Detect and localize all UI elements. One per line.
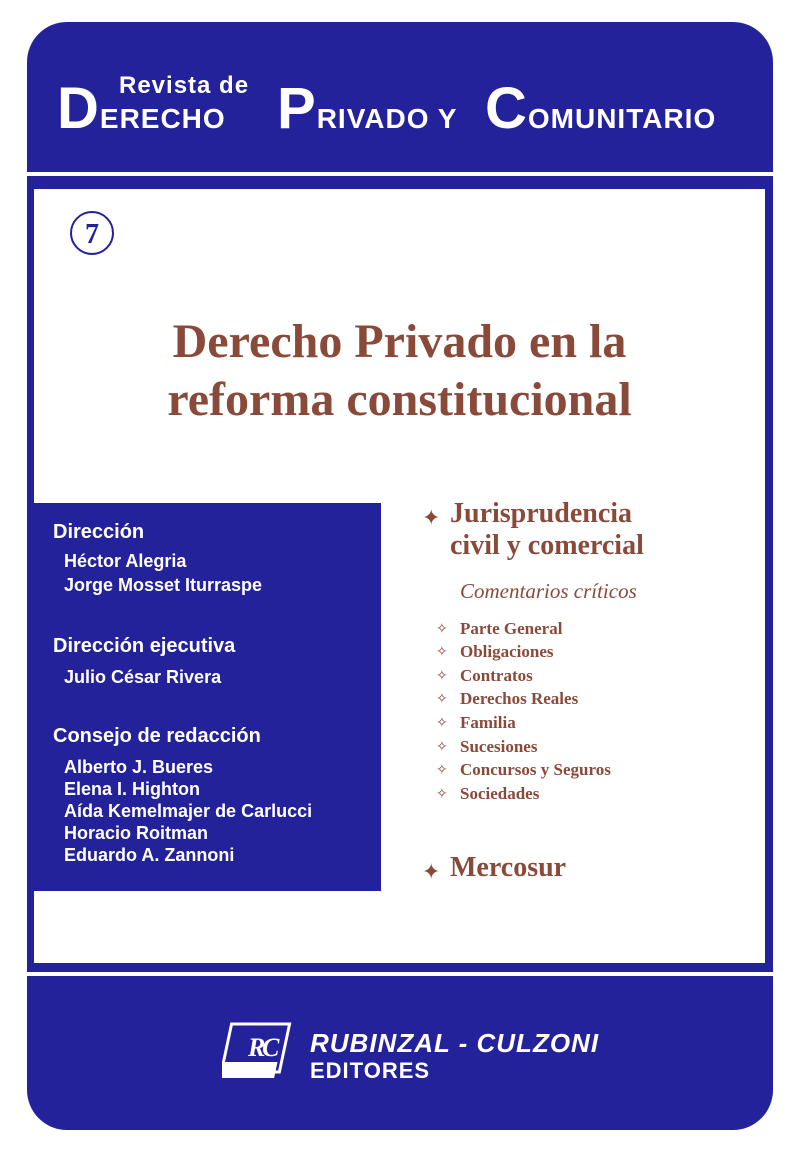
credit-name: Alberto J. Bueres [64, 757, 214, 777]
section1-title-line2: civil y comercial [450, 530, 644, 561]
diamond-bullet-icon: ✧ [436, 622, 448, 637]
journal-initial-d: D [57, 76, 100, 141]
four-point-star-icon: ✦ [422, 859, 441, 884]
publisher-name: RUBINZAL - CULZONI [310, 1028, 600, 1058]
book-title [34, 313, 765, 429]
title-line2: reforma constitucional [167, 373, 632, 426]
journal-word3: OMUNITARIO [527, 103, 717, 134]
four-point-star-icon: ✦ [422, 505, 441, 530]
diamond-bullet-icon: ✧ [436, 669, 448, 684]
svg-text:R: R [248, 1033, 266, 1062]
credit-name: Horacio Roitman [64, 823, 209, 843]
journal-initial-c: C [485, 76, 528, 141]
publisher-editores: EDITORES [310, 1058, 431, 1083]
issue-number: 7 [70, 211, 114, 255]
credit-name: Eduardo A. Zannoni [64, 845, 235, 865]
ejecutiva-heading: Dirección ejecutiva [53, 635, 236, 657]
credit-name: Elena I. Highton [64, 779, 201, 799]
journal-header [27, 22, 773, 172]
topic-item: Sucesiones [460, 737, 538, 756]
title-line1: Derecho Privado en la [172, 315, 627, 368]
divider-top [27, 172, 773, 176]
publisher-logo-icon [222, 1022, 300, 1082]
diamond-bullet-icon: ✧ [436, 716, 448, 731]
direccion-heading: Dirección [53, 521, 145, 543]
topic-item: Concursos y Seguros [460, 760, 611, 779]
consejo-heading: Consejo de redacción [53, 725, 261, 747]
diamond-bullet-icon: ✧ [436, 645, 448, 660]
topic-item: Familia [460, 713, 516, 732]
topic-item: Parte General [460, 619, 563, 638]
journal-prefix: Revista de [119, 72, 250, 99]
credit-name: Jorge Mosset Iturraspe [64, 575, 263, 595]
credit-name: Julio César Rivera [64, 667, 222, 687]
topic-item: Derechos Reales [460, 689, 579, 708]
svg-text:C: C [262, 1033, 280, 1062]
section1-subtitle: Comentarios críticos [460, 579, 637, 603]
diamond-bullet-icon: ✧ [436, 763, 448, 778]
diamond-bullet-icon: ✧ [436, 692, 448, 707]
diamond-bullet-icon: ✧ [436, 740, 448, 755]
section1-title-line1: Jurisprudencia [450, 498, 633, 529]
journal-initial-p: P [277, 76, 317, 141]
topic-item: Contratos [460, 666, 533, 685]
topic-item: Sociedades [460, 784, 540, 803]
credits-box [31, 503, 381, 891]
topic-item: Obligaciones [460, 642, 554, 661]
book-cover [27, 22, 773, 1130]
credit-name: Aída Kemelmajer de Carlucci [64, 801, 313, 821]
diamond-bullet-icon: ✧ [436, 787, 448, 802]
divider-bottom [27, 972, 773, 976]
section2-title: Mercosur [450, 852, 567, 883]
credit-name: Héctor Alegria [64, 551, 187, 571]
content-panel [31, 186, 768, 966]
journal-word1: ERECHO [99, 103, 226, 134]
journal-word2: RIVADO Y [316, 103, 458, 134]
